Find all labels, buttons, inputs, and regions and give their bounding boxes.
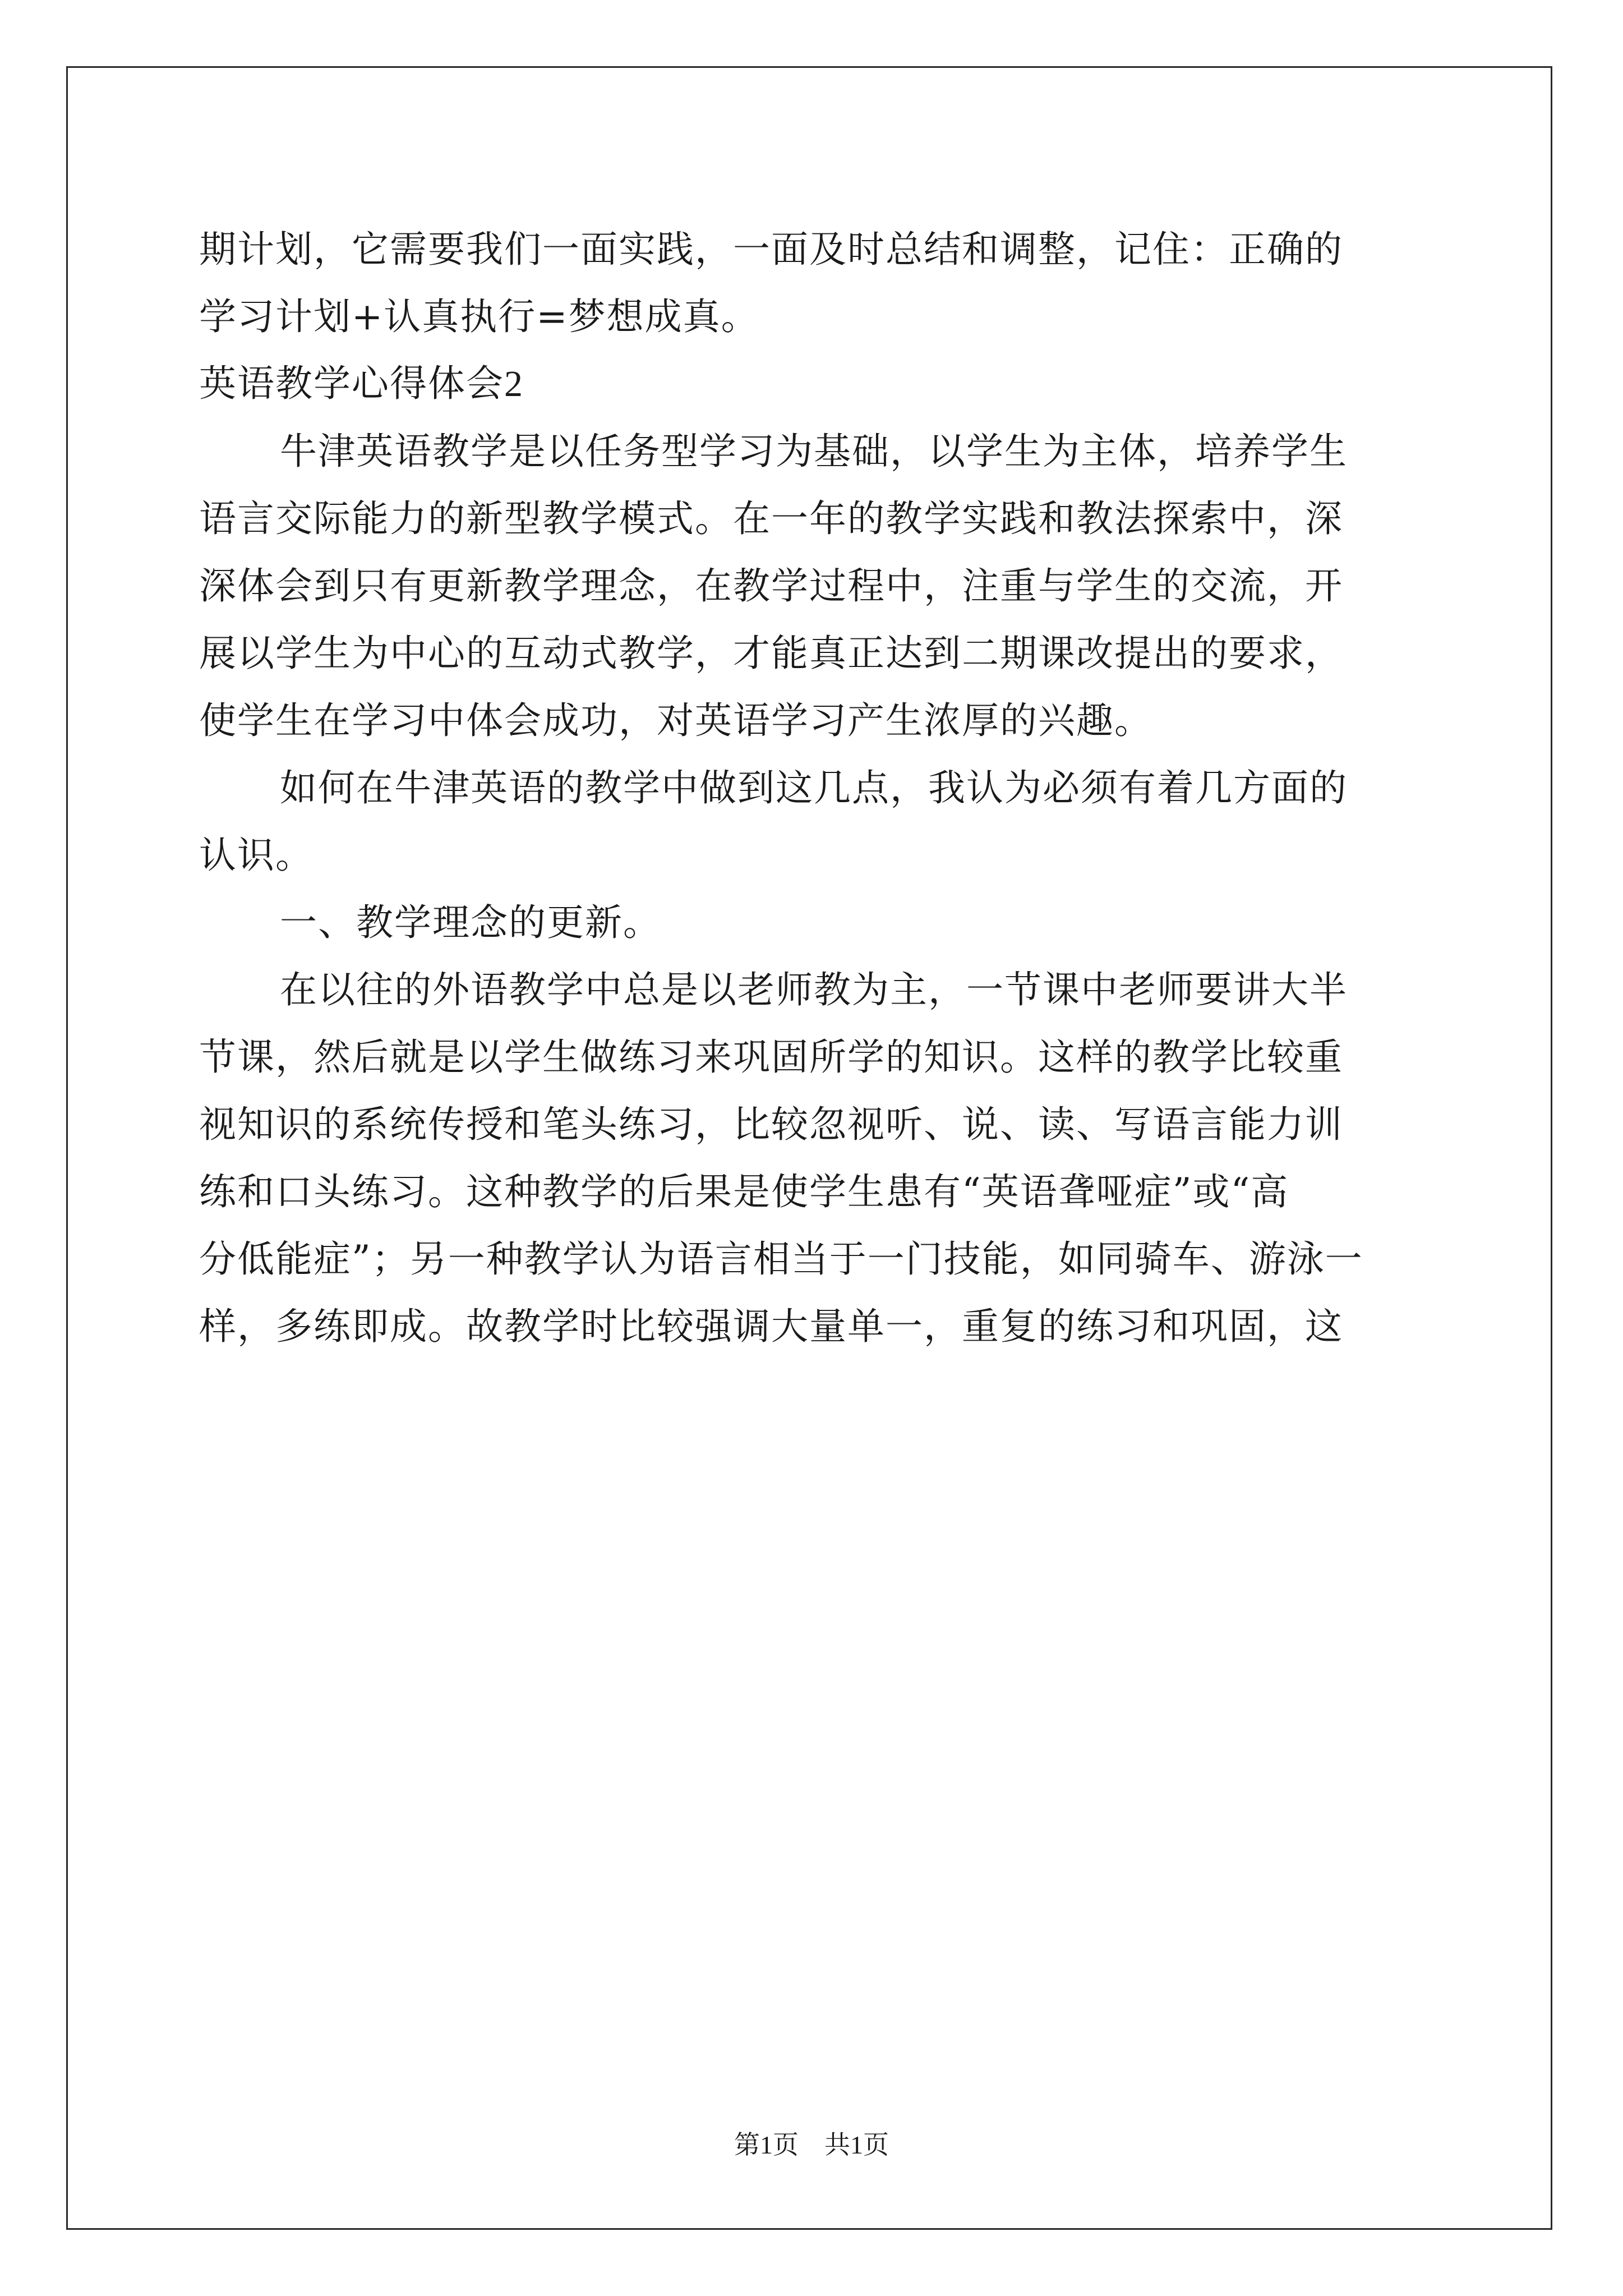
subheading: 一、教学理念的更新。 xyxy=(280,901,661,944)
text-line: 使学生在学习中体会成功，对英语学习产生浓厚的兴趣。 xyxy=(199,699,1152,742)
text-line: 认识。 xyxy=(199,834,313,877)
paragraph-first-line: 如何在牛津英语的教学中做到这几点，我认为必须有着几方面的 xyxy=(280,766,1348,809)
paragraph-first-line: 在以往的外语教学中总是以老师教为主，一节课中老师要讲大半 xyxy=(280,968,1348,1011)
text-line: 深体会到只有更新教学理念，在教学过程中，注重与学生的交流，开 xyxy=(199,564,1343,608)
text-line: 视知识的系统传授和笔头练习，比较忽视听、说、读、写语言能力训 xyxy=(199,1103,1343,1146)
text-line: 展以学生为中心的互动式教学，才能真正达到二期课改提出的要求， xyxy=(199,632,1343,675)
text-line: 节课，然后就是以学生做练习来巩固所学的知识。这样的教学比较重 xyxy=(199,1036,1343,1079)
text-line: 期计划，它需要我们一面实践，一面及时总结和调整，记住：正确的 xyxy=(199,228,1343,271)
text-line: 语言交际能力的新型教学模式。在一年的教学实践和教法探索中，深 xyxy=(199,497,1343,540)
text-line: 分低能症”；另一种教学认为语言相当于一门技能，如同骑车、游泳一 xyxy=(199,1237,1363,1281)
paragraph-first-line: 牛津英语教学是以任务型学习为基础，以学生为主体，培养学生 xyxy=(280,430,1348,473)
text-line: 学习计划+认真执行=梦想成真。 xyxy=(199,295,759,338)
text-line: 练和口头练习。这种教学的后果是使学生患有“英语聋哑症”或“高 xyxy=(199,1170,1289,1213)
page-number-footer: 第1页 共1页 xyxy=(734,2131,889,2159)
section-heading: 英语教学心得体会2 xyxy=(199,364,524,404)
text-line: 样，多练即成。故教学时比较强调大量单一，重复的练习和巩固，这 xyxy=(199,1305,1343,1348)
